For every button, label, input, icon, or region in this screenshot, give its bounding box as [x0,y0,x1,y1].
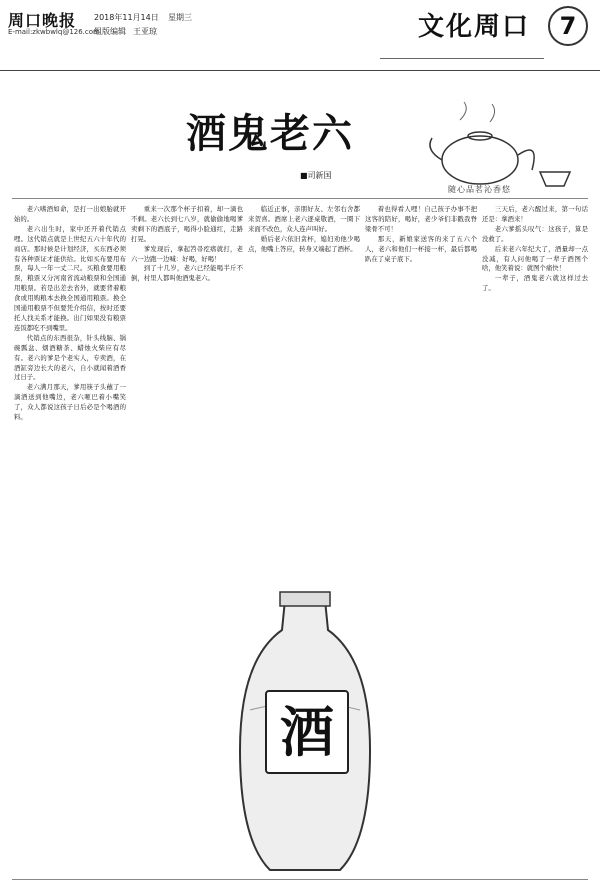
paragraph: 三天后，老六醒过来，第一句话还是：拿酒来！ [482,205,588,223]
jar-label: 酒 [265,690,349,774]
editor-name: 王亚琼 [133,27,157,36]
page-number: 7 [548,6,588,46]
header-rule [380,58,544,59]
newspaper-logo: 周口晚报 [8,11,77,30]
paragraph: 老六出生时，家中还开着代销点哩。这代销点就是上世纪五六十年代的商店。那时候是计划经济，买东西必须有各种票证才能供给。比如买布要用布票，每人一年一丈二尺。买粮食要用粮票，粮票又分河南省流动粮票和全国通用粮票。若是出差去省外，就要背着粮食或用购粮本去换全国通用粮票。换全国通用粮票不但要凭介绍信，按时还要托人找关系才能换。出门如果没有粮票连饭都吃不到嘴里。 [14,224,126,332]
article-column-2 [131,205,243,595]
section-title: 文化周口 [417,12,530,42]
article-rule [12,198,588,199]
contact-email: E-mail:zkwbwlq@126.com [8,28,100,36]
article-column-1 [14,205,126,873]
paragraph: 后来老六年纪大了，酒量却一点没减，有人问他喝了一辈子酒图个啥，他笑着说：就图个痛快！ [482,244,588,273]
page-header [0,0,600,71]
paragraph: 爹发现后，拿起笤帚疙瘩就打，老六一边跑一边喊：好喝，好喝！ [131,244,243,263]
paragraph: 代销点的东西很杂，针头线脑、锅碗瓢盆、烟酒糖茶、蜡烛火柴应有尽有。老六的爹是个老实人，专卖酒，在酒缸旁边长大的老六，自小就闻着酒香过日子。 [14,333,126,382]
paragraph: 到了十几岁，老六已经能喝半斤不倒，村里人都叫他酒鬼老六。 [131,264,243,283]
paragraph: 那天，新娘家送客的来了五六个人，老六和他们一杯接一杯，最后都喝趴在了桌子底下。 [365,234,477,263]
paragraph: 老六爹摇头叹气：这孩子，算是没救了。 [482,224,588,243]
paragraph: 老六嗜酒如命，是打一出娘胎就开始的。 [14,205,126,223]
paragraph: 临近正事，亲朋好友、左邻右舍都来贺喜。酒席上老六逐桌敬酒，一圈下来面不改色，众人连声叫好。 [248,205,360,233]
issue-date: 2018年11月14日 [94,13,159,22]
article-title: 酒鬼老六 [186,110,354,157]
editor-label: 组版编辑 [94,27,126,36]
paragraph: 婚后老六依旧贪杯，媳妇劝他少喝点，他嘴上答应，转身又端起了酒杯。 [248,234,360,253]
footer-rule [12,879,588,880]
article-column-4 [365,205,477,595]
article-title-block [120,110,420,158]
paragraph: 重来一次那个杯子扣着，却一滴也不剩。老六长到七八岁，就偷偷地喝爹卖剩下的酒底子，喝得小脸通红，走路打晃。 [131,205,243,243]
paragraph: 老六满月那天，爹用筷子头蘸了一滴酒送到他嘴边，老六咂巴着小嘴笑了，众人都说这孩子日后必是个喝酒的料。 [14,383,126,422]
article-byline: ■司新国 [300,171,332,180]
teapot-caption: 随心品茗沁香悠 [448,185,511,194]
paragraph: 着也得看人哩！自己孩子办事不把这客的陪好，喝好，老少爷们非戳我脊梁骨不可！ [365,205,477,233]
article-column-3 [248,205,360,595]
article-column-5 [482,205,588,873]
issue-weekday: 星期三 [168,13,192,22]
paragraph: 一辈子，酒鬼老六就这样过去了。 [482,274,588,293]
